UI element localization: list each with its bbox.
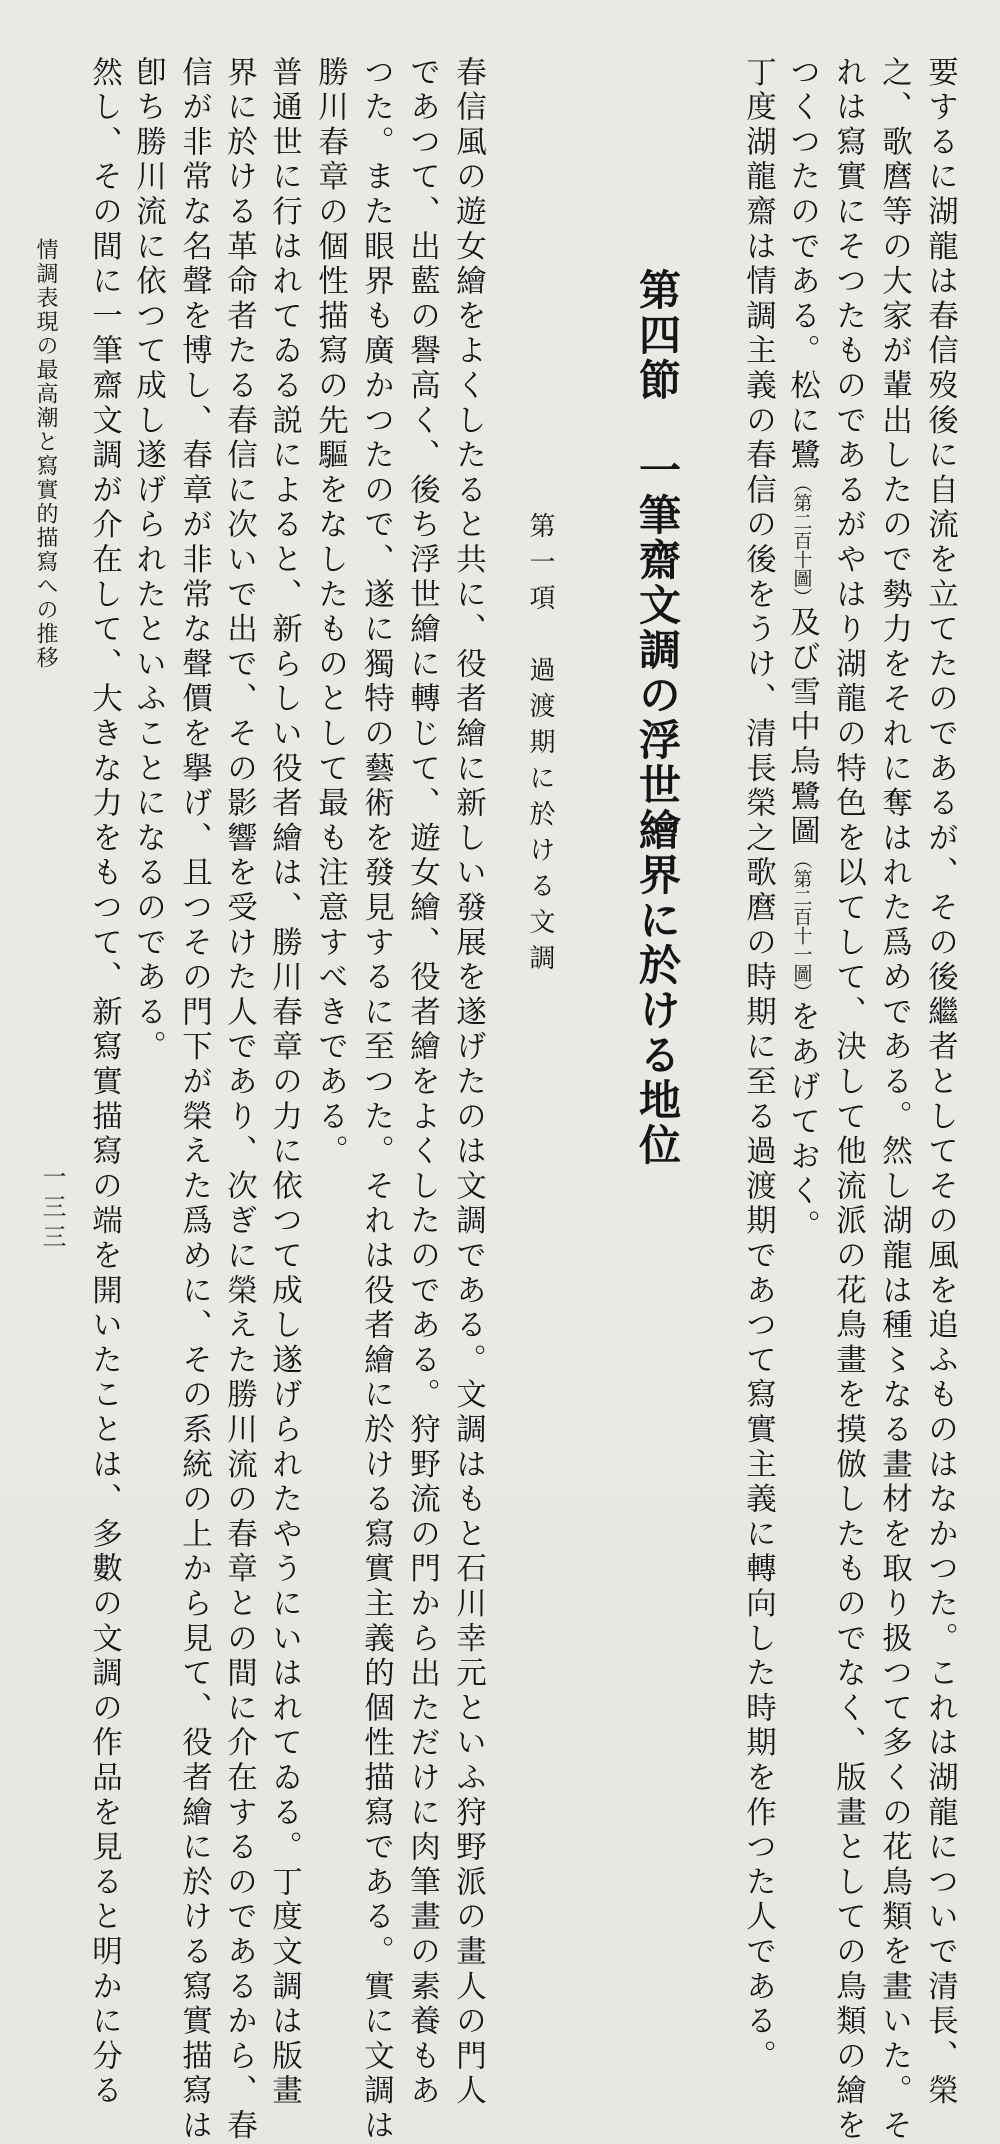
text-segment: をあげておく。 bbox=[784, 1000, 820, 1245]
text-segment: つくつたのである。松に鷺 bbox=[784, 56, 820, 474]
text-column: 春信風の遊女繪をよくしたると共に、役者繪に新しい發展を遂げたのは文調である。文調はもと石川幸元といふ狩野派の畫人の門人 bbox=[450, 56, 486, 2110]
section-heading: 第四節 一筆齋文調の浮世繪界に於ける地位 bbox=[633, 268, 682, 1168]
subsection-heading: 第一項 過渡期に於ける文調 bbox=[525, 512, 555, 980]
text-column: 然し、その間に一筆齋文調が介在して、大きな力をもつて、新寫實描寫の端を開いたことは、多數の文調の作品を見ると明かに分る bbox=[86, 56, 122, 2110]
text-column: 卽ち勝川流に依つて成し遂げられたといふことになるのである。 bbox=[130, 56, 166, 1066]
text-column: であつて、出藍の譽高く、後ち浮世繪に轉じて、遊女繪、役者繪をよくしたのである。狩野流の門から出ただけに肉筆畫の素養もあ bbox=[404, 56, 440, 2110]
figure-reference: （第二百十一圖） bbox=[790, 849, 813, 1001]
text-column: 普通世に行はれてゐる説によると、新らしい役者繪は、勝川春章の力に依つて成し遂げられたやうにいはれてゐる。丁度文調は版畫 bbox=[266, 56, 302, 2110]
text-column: 要するに湖龍は春信歿後に自流を立てたのであるが、その後繼者としてその風を追ふものはなかつた。これは湖龍についで清長、榮 bbox=[922, 56, 958, 2110]
text-segment: 及び雪中烏鷺圖 bbox=[784, 605, 820, 850]
figure-reference: （第二百十圖） bbox=[790, 473, 813, 606]
text-column: 界に於ける革命者たる春信に次いで出で、その影響を受けた人であり、次ぎに榮えた勝川流の春章との間に介在するのであるから、春 bbox=[221, 56, 257, 2144]
text-column: 丁度湖龍齋は情調主義の春信の後をうけ、清長榮之歌麿の時期に至る過渡期であつて寫實主義に轉向した時期を作つた人である。 bbox=[740, 56, 776, 2075]
page-number: 一三三 bbox=[38, 1164, 66, 1254]
text-column: つた。また眼界も廣かつたので、遂に獨特の藝術を發見するに至つた。それは役者繪に於ける寫實主義的個性描寫である。實に文調は bbox=[358, 56, 394, 2144]
text-column: 之、歌麿等の大家が輩出したので勢力をそれに奪はれた爲めである。然し湖龍は種〻なる畫材を取り扱つて多くの花鳥類を畫いた。そ bbox=[876, 56, 912, 2144]
text-column: 勝川春章の個性描寫の先驅をなしたものとして最も注意すべきである。 bbox=[312, 56, 348, 1170]
running-head: 情調表現の最高潮と寫實的描寫への推移 bbox=[33, 238, 58, 670]
text-column: 信が非常な名聲を博し、春章が非常な聲價を擧げ、且つその門下が榮えた爲めに、その系統の上から見て、役者繪に於ける寫實描寫は bbox=[176, 56, 212, 2144]
text-column: れは寫實にそつたものであるがやはり湖龍の特色を以てして、決して他流派の花鳥畫を摸倣したものでなく、版畫としての鳥類の繪を bbox=[830, 56, 866, 2144]
text-column-with-figure-references bbox=[784, 56, 820, 1245]
